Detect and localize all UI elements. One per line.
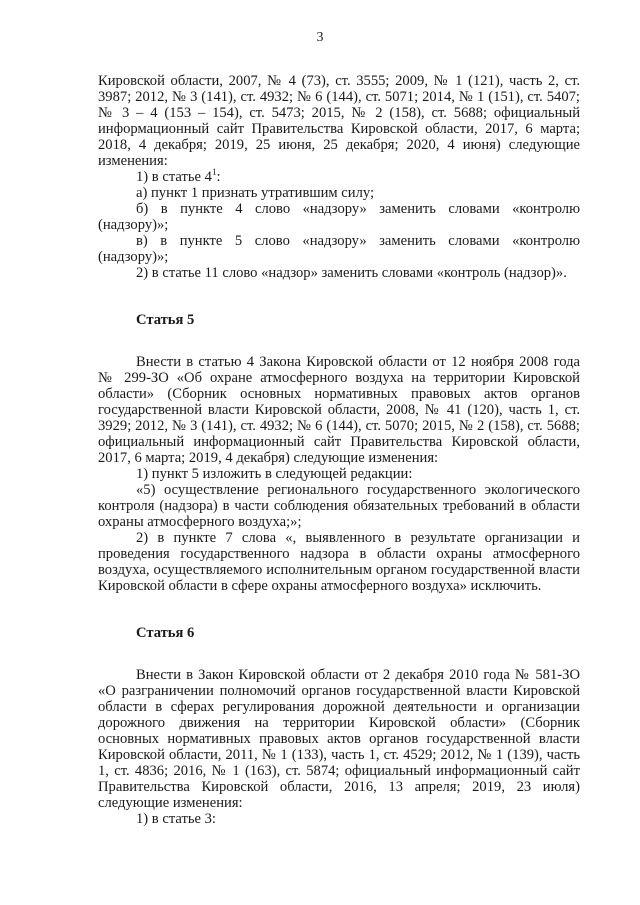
continuation-paragraph: Кировской области, 2007, № 4 (73), ст. 3555; 2009, № 1 (121), часть 2, ст. 3987; 2012, № 3 (141), ст. 4932; № 6 (144), ст. 5071; 2014, № 1 (151), ст. 5407; № 3 – 4 (153 – 154), ст. 5473; 2015, № 2 (158), ст. 5688; официальный информационный сайт Правительства Кировской области, 2017, 6 марта; 2018, 4 декабря; 2019, 25 июня, 25 декабря; 2020, 4 июня) следующие изменения: xyxy=(98,73,580,169)
article-5-title: Статья 5 xyxy=(136,312,195,328)
subitem-a: а) пункт 1 признать утратившим силу; xyxy=(136,185,375,201)
article-6-title: Статья 6 xyxy=(136,625,195,641)
amendment-item-1-text: 1) в статье 4 xyxy=(136,169,212,185)
amendment-item-2: 2) в статье 11 слово «надзор» заменить словами «контроль (надзор)». xyxy=(136,265,567,281)
article-5-item-2: 2) в пункте 7 слова «, выявленного в результате организации и проведения государственного надзора в области охраны атмосферного воздуха, осуществляемого исполнительным органом государственной власти Кировской области в сфере охраны атмосферного воздуха» исключить. xyxy=(98,530,580,594)
subitem-v: в) в пункте 5 слово «надзору» заменить словами «контролю (надзору)»; xyxy=(98,233,580,265)
article-5-intro: Внести в статью 4 Закона Кировской области от 12 ноября 2008 года № 299-ЗО «Об охране атмосферного воздуха на территории Кировской области» (Сборник основных нормативных правовых актов органов государственной власти Кировской области, 2008, № 41 (120), часть 1, ст. 3929; 2012, № 3 (141), ст. 4932; № 6 (144), ст. 5070; 2015, № 2 (158), ст. 5688; официальный информационный сайт Правительства Кировской области, 2017, 6 марта; 2019, 4 декабря) следующие изменения: xyxy=(98,354,580,466)
document-body xyxy=(98,73,580,827)
article-5-quote: «5) осуществление регионального государственного экологического контроля (надзора) в части соблюдения обязательных требований в области охраны атмосферного воздуха;»; xyxy=(98,482,580,530)
subitem-b: б) в пункте 4 слово «надзору» заменить словами «контролю (надзору)»; xyxy=(98,201,580,233)
amendment-item-1-colon: : xyxy=(216,169,221,185)
page-number: 3 xyxy=(316,30,324,45)
article-5-item-1: 1) пункт 5 изложить в следующей редакции: xyxy=(136,466,413,482)
article-superscript: 1 xyxy=(211,167,217,178)
article-6-item-1: 1) в статье 3: xyxy=(136,811,216,827)
amendment-item-1 xyxy=(98,169,580,185)
article-6-intro: Внести в Закон Кировской области от 2 декабря 2010 года № 581-ЗО «О разграничении полномочий органов государственной власти Кировской области в сферах регулирования дорожной деятельности и организации дорожного движения на территории Кировской области» (Сборник основных нормативных правовых актов органов государственной власти Кировской области, 2011, № 1 (133), часть 1, ст. 4529; 2012, № 1 (139), часть 1, ст. 4836; 2016, № 1 (163), ст. 5874; официальный информационный сайт Правительства Кировской области, 2016, 13 апреля; 2019, 23 июля) следующие изменения: xyxy=(98,667,580,811)
